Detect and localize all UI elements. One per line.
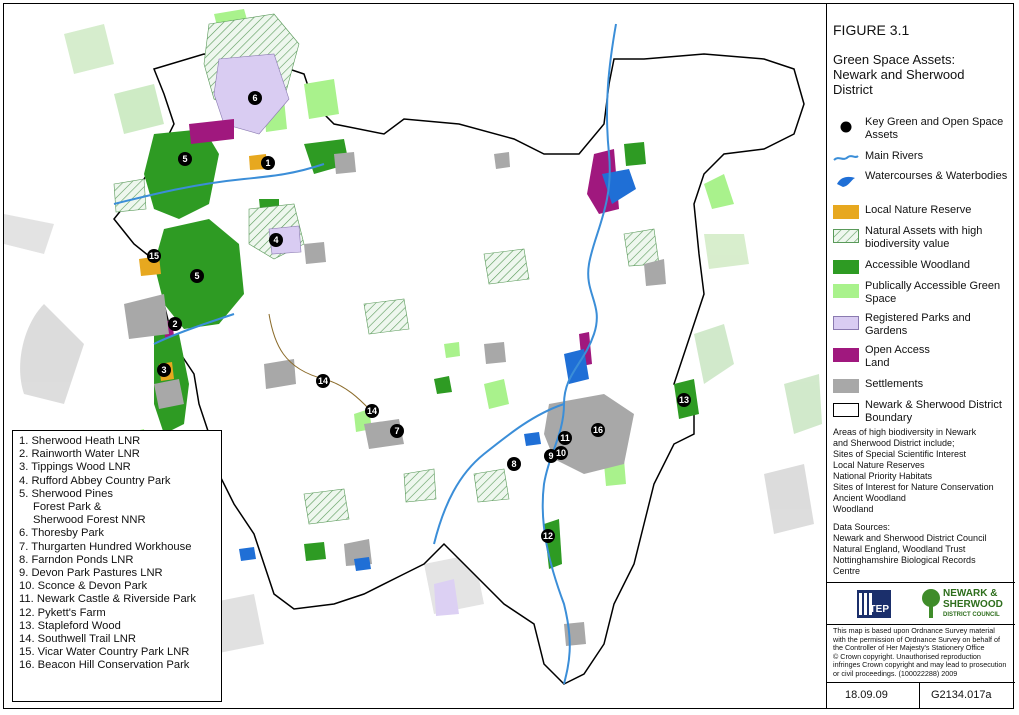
figure-title	[833, 52, 1011, 97]
legend-green-space	[831, 280, 1013, 310]
figure-date: 18.09.09	[845, 689, 888, 701]
marker-3[interactable]	[157, 363, 171, 377]
hatch-swatch	[833, 229, 859, 243]
marker-10[interactable]	[554, 446, 568, 460]
figure-title-line: Newark and Sherwood	[833, 67, 965, 82]
legend-label: Key Green and Open Space Assets	[865, 116, 1004, 141]
marker-9-label: 9	[548, 451, 554, 461]
council-logo-line: SHERWOOD	[943, 599, 1003, 610]
source-line: Nottinghamshire Biological Records	[833, 555, 976, 565]
legend-natural-assets	[831, 225, 1013, 255]
legend-label: Natural Assets with high biodiversity value	[865, 225, 983, 250]
council-logo-line: NEWARK &	[943, 588, 998, 599]
tep-logo	[857, 590, 891, 618]
marker-2-label: 2	[172, 319, 178, 329]
legend-watercourses	[831, 170, 1013, 200]
marker-3-label: 3	[161, 365, 167, 375]
marker-2[interactable]	[168, 317, 182, 331]
key-item: 1. Sherwood Heath LNR	[19, 435, 141, 447]
note-line: National Priority Habitats	[833, 471, 933, 481]
marker-8[interactable]	[507, 457, 521, 471]
source-line: Centre	[833, 566, 861, 576]
council-logo	[943, 588, 1003, 621]
dot-icon	[833, 120, 859, 134]
legend-label: Settlements	[865, 378, 924, 390]
marker-14b-label: 14	[366, 406, 378, 416]
woodland-swatch	[833, 260, 859, 274]
legend-label: Registered Parks and Gardens	[865, 312, 971, 337]
river-line-icon	[833, 151, 859, 165]
marker-12[interactable]	[541, 529, 555, 543]
copyright-line: the Controller of Her Majesty's Stationery Office	[833, 643, 985, 653]
key-item: 12. Pykett's Farm	[19, 606, 106, 619]
legend-label: Open Access Land	[865, 344, 930, 369]
marker-14a-label: 14	[317, 376, 329, 386]
key-item: 4. Rufford Abbey Country Park	[19, 474, 171, 487]
copyright-line: with the permission of Ordnance Survey on behalf of	[833, 634, 1001, 644]
marker-14b[interactable]	[365, 404, 379, 418]
key-item: 8. Farndon Ponds LNR	[19, 553, 134, 566]
marker-5b[interactable]	[190, 269, 204, 283]
marker-5a-label: 5	[182, 154, 188, 164]
legend-key-assets	[831, 116, 1013, 146]
legend-label: Local Nature Reserve	[865, 204, 972, 216]
marker-15[interactable]	[147, 249, 161, 263]
source-line: Natural England, Woodland Trust	[833, 544, 966, 554]
note-line: Woodland	[833, 504, 874, 514]
marker-8-label: 8	[511, 459, 517, 469]
marker-7[interactable]	[390, 424, 404, 438]
key-item: 16. Beacon Hill Conservation Park	[19, 659, 190, 672]
divider	[827, 582, 1015, 583]
figure-title-line: District	[833, 82, 873, 97]
key-item: Sherwood Forest NNR	[33, 514, 146, 527]
key-item: 14. Southwell Trail LNR	[19, 633, 136, 646]
legend-label: Newark & Sherwood District Boundary	[865, 399, 1002, 424]
divider	[827, 682, 1015, 683]
legend-parks	[831, 312, 1013, 342]
copyright-line: or civil proceedings. (100022288) 2009	[833, 668, 958, 678]
marker-1-label: 1	[265, 158, 271, 168]
marker-14a[interactable]	[316, 374, 330, 388]
figure-number: FIGURE 3.1	[833, 22, 910, 38]
note-line: Local Nature Reserves	[833, 460, 925, 470]
marker-12-label: 12	[542, 531, 554, 541]
key-item: 10. Sconce & Devon Park	[19, 580, 148, 593]
marker-5b-label: 5	[194, 271, 200, 281]
key-item: Forest Park &	[33, 501, 102, 514]
note-line: Sites of Interest for Nature Conservation	[833, 482, 994, 492]
legend-label: Publically Accessible Green Space	[865, 280, 1001, 305]
marker-7-label: 7	[394, 426, 400, 436]
note-line: Areas of high biodiversity in Newark	[833, 427, 977, 437]
divider	[919, 682, 920, 708]
marker-4[interactable]	[269, 233, 283, 247]
note-line: and Sherwood District include;	[833, 438, 955, 448]
legend-panel	[826, 4, 1014, 708]
key-item: 6. Thoresby Park	[19, 527, 104, 540]
marker-16[interactable]	[591, 423, 605, 437]
note-line: Ancient Woodland	[833, 493, 906, 503]
asset-key-list	[12, 430, 222, 702]
copyright-note	[833, 627, 1011, 679]
figure-title-line: Green Space Assets:	[833, 52, 956, 67]
copyright-line: infringes Crown copyright and may lead to prosecution	[833, 660, 1007, 670]
legend-open-access	[831, 344, 1013, 374]
water-shape-icon	[833, 174, 859, 188]
marker-11-label: 11	[560, 433, 570, 443]
key-item: 3. Tippings Wood LNR	[19, 461, 131, 474]
copyright-line: © Crown copyright. Unauthorised reproduction	[833, 651, 981, 661]
map-area[interactable]	[4, 4, 826, 708]
tep-logo-text: TEP	[869, 604, 889, 615]
marker-10-label: 10	[555, 448, 567, 458]
marker-5a[interactable]	[178, 152, 192, 166]
note-line: Sites of Special Scientific Interest	[833, 449, 967, 459]
boundary-swatch	[833, 403, 859, 417]
parks-swatch	[833, 316, 859, 330]
key-item: 13. Stapleford Wood	[19, 619, 121, 632]
marker-15-label: 15	[148, 251, 160, 261]
settlements-swatch	[833, 379, 859, 393]
divider	[827, 624, 1015, 625]
biodiversity-note	[833, 427, 1011, 515]
legend-label: Watercourses & Waterbodies	[865, 170, 1008, 182]
key-item: 7. Thurgarten Hundred Workhouse	[19, 540, 192, 553]
key-item: 15. Vicar Water Country Park LNR	[19, 646, 190, 659]
copyright-line: This map is based upon Ordnance Survey material	[833, 626, 995, 635]
council-logo-line: DISTRICT COUNCIL	[943, 612, 1000, 618]
legend-label: Accessible Woodland	[865, 259, 970, 271]
key-item: 5. Sherwood Pines	[19, 487, 113, 500]
open-access-swatch	[833, 348, 859, 362]
green-space-swatch	[833, 284, 859, 298]
data-sources	[833, 522, 1011, 577]
marker-13[interactable]	[677, 393, 691, 407]
source-line: Data Sources:	[833, 522, 891, 532]
marker-6-label: 6	[252, 93, 258, 103]
key-item: 9. Devon Park Pastures LNR	[19, 567, 163, 580]
source-line: Newark and Sherwood District Council	[833, 533, 987, 543]
marker-11[interactable]	[558, 431, 572, 445]
legend-label: Main Rivers	[865, 150, 924, 162]
lnr-swatch	[833, 205, 859, 219]
marker-6[interactable]	[248, 91, 262, 105]
figure-reference: G2134.017a	[931, 689, 992, 701]
tree-icon	[919, 588, 943, 620]
marker-1[interactable]	[261, 156, 275, 170]
key-item: 11. Newark Castle & Riverside Park	[19, 593, 196, 606]
marker-4-label: 4	[273, 235, 279, 245]
marker-13-label: 13	[678, 395, 690, 405]
key-item: 2. Rainworth Water LNR	[19, 448, 140, 461]
marker-16-label: 16	[592, 425, 604, 435]
legend-boundary	[831, 399, 1013, 429]
